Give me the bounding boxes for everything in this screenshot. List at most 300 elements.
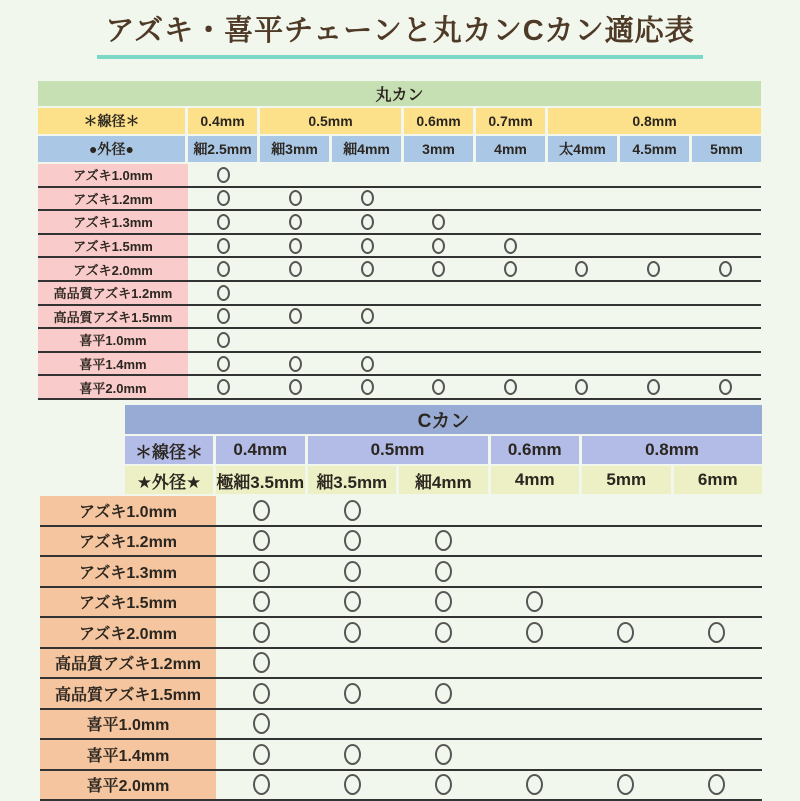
mark-cell: [216, 679, 307, 708]
mark-cell: [307, 496, 398, 525]
mark-cell: [618, 164, 690, 186]
mark-cell: [689, 376, 761, 398]
mark-cell: [216, 496, 307, 525]
chain-row: [38, 211, 761, 235]
mark-cell: [671, 710, 762, 739]
compat-circle-icon: [217, 214, 230, 230]
compat-circle-icon: [289, 356, 302, 372]
mark-cell: [403, 329, 475, 351]
compat-circle-icon: [647, 379, 660, 395]
mark-cell: [475, 353, 547, 375]
mark-cell: [546, 306, 618, 328]
chain-row-label: アズキ1.0mm: [40, 496, 216, 525]
chain-row: [38, 188, 761, 212]
mark-cell: [689, 258, 761, 280]
outer-size-cell: 4mm: [491, 466, 580, 494]
compat-circle-icon: [435, 591, 452, 612]
mark-cell: [475, 282, 547, 304]
compat-circle-icon: [435, 683, 452, 704]
outer-size-cell: 5mm: [582, 466, 671, 494]
chain-row: [38, 258, 761, 282]
compat-circle-icon: [361, 356, 374, 372]
mark-cell: [475, 188, 547, 210]
mark-cell: [398, 649, 489, 678]
mark-cell: [403, 258, 475, 280]
chain-row: [38, 235, 761, 259]
mark-cell: [580, 649, 671, 678]
page-header: [0, 0, 800, 69]
chain-row-label: 高品質アズキ1.2mm: [38, 282, 188, 304]
mark-cell: [546, 211, 618, 233]
marks-area: [216, 557, 762, 586]
compat-circle-icon: [253, 713, 270, 734]
mark-cell: [403, 164, 475, 186]
mark-cell: [618, 306, 690, 328]
compat-circle-icon: [344, 591, 361, 612]
mark-cell: [618, 188, 690, 210]
wire-size-cell: 0.4mm: [188, 108, 257, 134]
mark-cell: [546, 258, 618, 280]
mark-cell: [307, 771, 398, 800]
mark-cell: [489, 496, 580, 525]
marks-area: [216, 679, 762, 708]
mark-cell: [260, 258, 332, 280]
compat-circle-icon: [217, 238, 230, 254]
outer-diameter-row: [40, 466, 762, 494]
mark-cell: [671, 679, 762, 708]
chain-row: [38, 306, 761, 330]
compat-circle-icon: [575, 261, 588, 277]
mark-cell: [398, 618, 489, 647]
compat-circle-icon: [526, 774, 543, 795]
maru-kan-table: [38, 81, 761, 400]
marks-area: [188, 235, 761, 257]
mark-cell: [188, 164, 260, 186]
marks-area: [188, 188, 761, 210]
outer-size-cell: 細3.5mm: [308, 466, 397, 494]
outer-size-cell: 4mm: [476, 136, 545, 162]
mark-cell: [618, 282, 690, 304]
compat-circle-icon: [361, 214, 374, 230]
mark-cell: [403, 353, 475, 375]
chain-row-label: 喜平1.0mm: [40, 710, 216, 739]
mark-cell: [618, 329, 690, 351]
outer-size-cell: 細4mm: [399, 466, 488, 494]
compat-circle-icon: [253, 683, 270, 704]
mark-cell: [489, 527, 580, 556]
mark-cell: [475, 376, 547, 398]
wire-size-cell: 0.7mm: [476, 108, 545, 134]
compat-circle-icon: [344, 744, 361, 765]
mark-cell: [331, 376, 403, 398]
mark-cell: [331, 329, 403, 351]
compat-circle-icon: [435, 561, 452, 582]
mark-cell: [475, 164, 547, 186]
mark-cell: [475, 235, 547, 257]
chain-row-label: 喜平1.4mm: [38, 353, 188, 375]
mark-cell: [398, 771, 489, 800]
mark-cell: [260, 164, 332, 186]
compat-circle-icon: [344, 683, 361, 704]
mark-cell: [331, 188, 403, 210]
wire-diameter-row-label: ＊線径＊: [38, 108, 185, 134]
mark-cell: [403, 188, 475, 210]
mark-cell: [331, 211, 403, 233]
compat-circle-icon: [435, 744, 452, 765]
mark-cell: [580, 771, 671, 800]
mark-cell: [398, 557, 489, 586]
chain-row-label: 喜平1.0mm: [38, 329, 188, 351]
page-title: アズキ・喜平チェーンと丸カンCカン適応表: [97, 12, 702, 59]
chain-row-label: アズキ1.3mm: [40, 557, 216, 586]
mark-cell: [689, 306, 761, 328]
wire-diameter-row: [40, 436, 762, 464]
compat-circle-icon: [617, 622, 634, 643]
mark-cell: [475, 306, 547, 328]
mark-cell: [307, 740, 398, 769]
compat-circle-icon: [361, 379, 374, 395]
chain-row-label: アズキ1.5mm: [38, 235, 188, 257]
chain-row: [40, 527, 762, 558]
compat-circle-icon: [217, 332, 230, 348]
compat-circle-icon: [432, 214, 445, 230]
chain-row: [38, 353, 761, 377]
mark-cell: [580, 740, 671, 769]
c-kan-table: [40, 405, 762, 801]
mark-cell: [307, 557, 398, 586]
maru-kan-banner: 丸カン: [38, 81, 761, 106]
marks-area: [216, 771, 762, 800]
mark-cell: [671, 618, 762, 647]
compat-circle-icon: [217, 261, 230, 277]
mark-cell: [489, 588, 580, 617]
compat-circle-icon: [435, 622, 452, 643]
compat-circle-icon: [432, 379, 445, 395]
marks-area: [216, 710, 762, 739]
compat-circle-icon: [719, 379, 732, 395]
compat-circle-icon: [344, 774, 361, 795]
header-indent-spacer: [40, 466, 122, 494]
outer-diameter-row: [38, 136, 761, 162]
chain-row: [40, 588, 762, 619]
mark-cell: [671, 771, 762, 800]
mark-cell: [398, 496, 489, 525]
mark-cell: [188, 329, 260, 351]
mark-cell: [489, 710, 580, 739]
compat-circle-icon: [344, 500, 361, 521]
compat-circle-icon: [617, 774, 634, 795]
mark-cell: [216, 527, 307, 556]
mark-cell: [307, 618, 398, 647]
wire-diameter-row: [38, 108, 761, 134]
mark-cell: [260, 235, 332, 257]
mark-cell: [618, 376, 690, 398]
mark-cell: [489, 557, 580, 586]
compat-circle-icon: [253, 500, 270, 521]
compat-circle-icon: [344, 561, 361, 582]
mark-cell: [403, 306, 475, 328]
chain-row-label: 高品質アズキ1.5mm: [40, 679, 216, 708]
compat-circle-icon: [504, 261, 517, 277]
mark-cell: [580, 710, 671, 739]
chain-row: [40, 679, 762, 710]
mark-cell: [689, 211, 761, 233]
marks-area: [188, 282, 761, 304]
compat-circle-icon: [435, 530, 452, 551]
mark-cell: [307, 588, 398, 617]
mark-cell: [398, 588, 489, 617]
chain-row: [38, 376, 761, 400]
marks-area: [188, 353, 761, 375]
mark-cell: [331, 235, 403, 257]
chain-row-label: アズキ1.2mm: [38, 188, 188, 210]
compat-circle-icon: [361, 308, 374, 324]
compat-circle-icon: [253, 774, 270, 795]
mark-cell: [580, 527, 671, 556]
mark-cell: [188, 235, 260, 257]
compat-circle-icon: [504, 379, 517, 395]
compat-circle-icon: [344, 622, 361, 643]
mark-cell: [398, 710, 489, 739]
chain-row: [40, 618, 762, 649]
marks-area: [188, 306, 761, 328]
mark-cell: [546, 282, 618, 304]
c-kan-banner: Cカン: [125, 405, 762, 434]
mark-cell: [546, 376, 618, 398]
mark-cell: [671, 740, 762, 769]
mark-cell: [307, 679, 398, 708]
mark-cell: [546, 353, 618, 375]
mark-cell: [331, 306, 403, 328]
compat-circle-icon: [217, 190, 230, 206]
compat-circle-icon: [253, 652, 270, 673]
mark-cell: [689, 235, 761, 257]
mark-cell: [260, 306, 332, 328]
mark-cell: [260, 188, 332, 210]
wire-size-cell: 0.6mm: [404, 108, 473, 134]
wire-size-cell: 0.4mm: [216, 436, 305, 464]
mark-cell: [489, 679, 580, 708]
chain-row-label: 高品質アズキ1.2mm: [40, 649, 216, 678]
outer-size-cell: 太4mm: [548, 136, 617, 162]
mark-cell: [689, 329, 761, 351]
wire-size-cell: 0.6mm: [491, 436, 580, 464]
mark-cell: [216, 649, 307, 678]
mark-cell: [689, 282, 761, 304]
mark-cell: [618, 235, 690, 257]
compat-circle-icon: [253, 561, 270, 582]
outer-diameter-row-label: ●外径●: [38, 136, 185, 162]
mark-cell: [546, 329, 618, 351]
compat-circle-icon: [289, 379, 302, 395]
mark-cell: [475, 329, 547, 351]
mark-cell: [580, 588, 671, 617]
mark-cell: [489, 740, 580, 769]
mark-cell: [260, 329, 332, 351]
mark-cell: [618, 211, 690, 233]
compat-circle-icon: [361, 238, 374, 254]
mark-cell: [403, 211, 475, 233]
chain-row-label: アズキ1.3mm: [38, 211, 188, 233]
compat-circle-icon: [361, 190, 374, 206]
chain-row: [40, 771, 762, 801]
mark-cell: [618, 258, 690, 280]
mark-cell: [216, 588, 307, 617]
compat-circle-icon: [253, 530, 270, 551]
chain-row: [40, 649, 762, 680]
chain-row: [40, 740, 762, 771]
outer-size-cell: 細4mm: [332, 136, 401, 162]
outer-size-cell: 3mm: [404, 136, 473, 162]
compat-circle-icon: [719, 261, 732, 277]
outer-size-cell: 細3mm: [260, 136, 329, 162]
mark-cell: [188, 306, 260, 328]
compat-circle-icon: [344, 530, 361, 551]
compat-circle-icon: [708, 774, 725, 795]
header-indent-spacer: [40, 436, 122, 464]
mark-cell: [671, 496, 762, 525]
mark-cell: [546, 235, 618, 257]
mark-cell: [671, 557, 762, 586]
mark-cell: [689, 353, 761, 375]
mark-cell: [489, 618, 580, 647]
compat-circle-icon: [253, 591, 270, 612]
mark-cell: [546, 164, 618, 186]
compat-circle-icon: [526, 622, 543, 643]
compat-circle-icon: [289, 214, 302, 230]
wire-size-cell: 0.5mm: [308, 436, 488, 464]
marks-area: [216, 740, 762, 769]
chain-row-label: アズキ1.0mm: [38, 164, 188, 186]
mark-cell: [671, 527, 762, 556]
mark-cell: [618, 353, 690, 375]
mark-cell: [307, 527, 398, 556]
mark-cell: [398, 740, 489, 769]
compat-circle-icon: [217, 285, 230, 301]
mark-cell: [331, 164, 403, 186]
mark-cell: [398, 679, 489, 708]
mark-cell: [216, 710, 307, 739]
mark-cell: [216, 557, 307, 586]
outer-size-cell: 6mm: [674, 466, 763, 494]
mark-cell: [188, 353, 260, 375]
mark-cell: [580, 618, 671, 647]
mark-cell: [475, 211, 547, 233]
mark-cell: [331, 353, 403, 375]
marks-area: [188, 329, 761, 351]
mark-cell: [188, 188, 260, 210]
mark-cell: [398, 527, 489, 556]
marks-area: [188, 258, 761, 280]
mark-cell: [260, 282, 332, 304]
mark-cell: [689, 188, 761, 210]
marks-area: [216, 649, 762, 678]
marks-area: [188, 376, 761, 398]
chain-row-label: 高品質アズキ1.5mm: [38, 306, 188, 328]
outer-diameter-row-label: ★外径★: [125, 466, 213, 494]
chain-row-label: 喜平2.0mm: [38, 376, 188, 398]
table-banner-row: [40, 405, 762, 434]
outer-size-cell: 5mm: [692, 136, 761, 162]
mark-cell: [260, 211, 332, 233]
chain-row: [38, 164, 761, 188]
wire-size-cell: 0.8mm: [548, 108, 761, 134]
mark-cell: [216, 740, 307, 769]
chain-row: [38, 282, 761, 306]
mark-cell: [216, 618, 307, 647]
mark-cell: [331, 282, 403, 304]
chain-row-label: アズキ2.0mm: [40, 618, 216, 647]
wire-size-cell: 0.8mm: [582, 436, 762, 464]
compat-circle-icon: [647, 261, 660, 277]
compat-circle-icon: [289, 308, 302, 324]
mark-cell: [546, 188, 618, 210]
mark-cell: [216, 771, 307, 800]
mark-cell: [260, 376, 332, 398]
mark-cell: [580, 679, 671, 708]
mark-cell: [580, 496, 671, 525]
compat-circle-icon: [217, 379, 230, 395]
chain-row-label: 喜平1.4mm: [40, 740, 216, 769]
wire-diameter-row-label: ＊線径＊: [125, 436, 213, 464]
mark-cell: [188, 258, 260, 280]
mark-cell: [331, 258, 403, 280]
chain-row: [40, 496, 762, 527]
chain-row: [40, 557, 762, 588]
mark-cell: [188, 376, 260, 398]
chain-row-label: アズキ1.2mm: [40, 527, 216, 556]
marks-area: [216, 496, 762, 525]
marks-area: [188, 164, 761, 186]
mark-cell: [403, 235, 475, 257]
compat-circle-icon: [526, 591, 543, 612]
compat-circle-icon: [253, 622, 270, 643]
mark-cell: [671, 649, 762, 678]
chain-row: [38, 329, 761, 353]
chain-row: [40, 710, 762, 741]
compat-circle-icon: [708, 622, 725, 643]
compat-circle-icon: [435, 774, 452, 795]
compat-circle-icon: [289, 261, 302, 277]
compat-circle-icon: [575, 379, 588, 395]
mark-cell: [671, 588, 762, 617]
outer-size-cell: 4.5mm: [620, 136, 689, 162]
mark-cell: [307, 649, 398, 678]
chain-row-label: アズキ2.0mm: [38, 258, 188, 280]
chain-row-label: アズキ1.5mm: [40, 588, 216, 617]
compat-circle-icon: [217, 308, 230, 324]
compat-circle-icon: [253, 744, 270, 765]
marks-area: [188, 211, 761, 233]
mark-cell: [489, 771, 580, 800]
mark-cell: [689, 164, 761, 186]
mark-cell: [188, 211, 260, 233]
mark-cell: [260, 353, 332, 375]
wire-size-cell: 0.5mm: [260, 108, 401, 134]
compat-circle-icon: [217, 356, 230, 372]
compat-circle-icon: [217, 167, 230, 183]
table-banner-row: [38, 81, 761, 106]
outer-size-cell: 細2.5mm: [188, 136, 257, 162]
compat-circle-icon: [432, 238, 445, 254]
marks-area: [216, 527, 762, 556]
marks-area: [216, 588, 762, 617]
compat-circle-icon: [432, 261, 445, 277]
marks-area: [216, 618, 762, 647]
chain-row-label: 喜平2.0mm: [40, 771, 216, 800]
compat-circle-icon: [361, 261, 374, 277]
mark-cell: [403, 376, 475, 398]
